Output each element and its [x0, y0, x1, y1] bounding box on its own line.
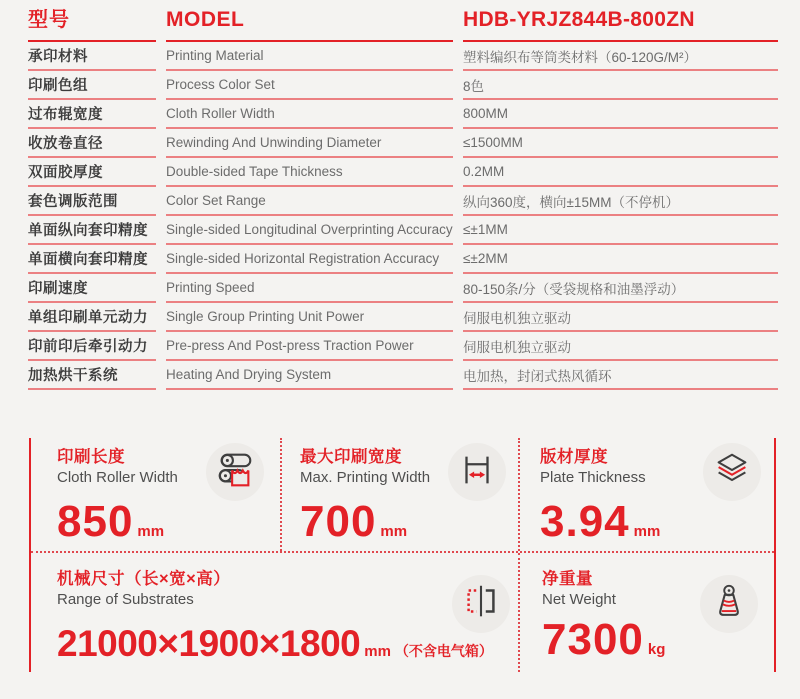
- card-print-length: [31, 438, 280, 551]
- card-title-cn: 印刷长度: [57, 448, 125, 466]
- table-header-cn: [28, 8, 156, 42]
- table-row: [28, 332, 156, 361]
- card-max-print-width: [280, 438, 518, 551]
- card-title-en: Max. Printing Width: [300, 469, 431, 486]
- card-title-cn: 机械尺寸（长×宽×高）: [57, 570, 231, 588]
- card-value: [540, 497, 661, 546]
- table-row: [166, 245, 453, 274]
- row-label-cn: 过布辊宽度: [28, 107, 103, 123]
- row-value: 塑料编织布等筒类材料（60-120G/M²）: [463, 49, 698, 65]
- row-label-cn: 印前印后牵引动力: [28, 339, 148, 355]
- rollers-icon: [214, 449, 256, 496]
- card-unit: mm: [137, 523, 165, 540]
- row-label-cn: 单面纵向套印精度: [28, 223, 148, 239]
- card-value: [57, 497, 165, 546]
- table-row: [28, 245, 156, 274]
- table-row: [463, 245, 778, 274]
- row-label-cn: 加热烘干系统: [28, 368, 118, 384]
- row-value: ≤±1MM: [463, 222, 508, 237]
- table-row: [28, 42, 156, 71]
- header-label-en: MODEL: [166, 8, 245, 31]
- table-row: [463, 216, 778, 245]
- icon-circle: [448, 443, 506, 501]
- card-title-cn: 最大印刷宽度: [300, 448, 402, 466]
- table-row: [28, 187, 156, 216]
- table-row: [28, 216, 156, 245]
- row-label-cn: 印刷色组: [28, 78, 88, 94]
- card-plate-thickness: [518, 438, 774, 551]
- card-unit: mm: [364, 643, 391, 660]
- table-row: [28, 129, 156, 158]
- table-row: [463, 158, 778, 187]
- card-title-cn: 版材厚度: [540, 448, 608, 466]
- card-title-en: Net Weight: [542, 591, 616, 608]
- card-note: （不含电气箱）: [394, 643, 493, 659]
- table-row: [28, 303, 156, 332]
- card-value: [300, 497, 408, 546]
- table-row: [166, 274, 453, 303]
- row-label-en: Pre-press And Post-press Traction Power: [166, 338, 414, 353]
- row-value: 伺服电机独立驱动: [463, 310, 571, 326]
- table-row: [28, 361, 156, 390]
- card-number: 700: [300, 497, 377, 546]
- table-row: [463, 361, 778, 390]
- flip-dimension-icon: [460, 581, 502, 628]
- table-header-value: [463, 8, 778, 42]
- card-unit: kg: [647, 641, 666, 658]
- row-value: 0.2MM: [463, 164, 505, 179]
- table-row: [166, 361, 453, 390]
- card-number: 7300: [542, 615, 644, 664]
- row-label-en: Single Group Printing Unit Power: [166, 309, 365, 324]
- row-label-cn: 单面横向套印精度: [28, 252, 148, 268]
- icon-circle: [700, 575, 758, 633]
- row-label-en: Process Color Set: [166, 77, 275, 92]
- row-value: 800MM: [463, 106, 509, 121]
- row-label-en: Color Set Range: [166, 193, 266, 208]
- row-value: ≤1500MM: [463, 135, 523, 150]
- row-label-en: Printing Material: [166, 48, 264, 63]
- card-net-weight: [518, 553, 774, 672]
- card-number: 3.94: [540, 497, 630, 546]
- row-label-en: Cloth Roller Width: [166, 106, 275, 121]
- table-row: [166, 129, 453, 158]
- table-row: [28, 100, 156, 129]
- card-unit: mm: [380, 523, 408, 540]
- table-row: [463, 274, 778, 303]
- table-row: [28, 158, 156, 187]
- table-row: [166, 187, 453, 216]
- width-arrow-icon: [456, 449, 498, 496]
- table-row: [166, 42, 453, 71]
- highlight-cards-panel: [29, 438, 776, 672]
- row-label-cn: 承印材料: [28, 49, 88, 65]
- spec-table: [28, 8, 778, 390]
- card-title-en: Range of Substrates: [57, 591, 194, 608]
- table-row: [463, 71, 778, 100]
- table-row: [166, 100, 453, 129]
- table-row: [463, 303, 778, 332]
- row-label-en: Heating And Drying System: [166, 367, 332, 382]
- table-row: [166, 71, 453, 100]
- card-title-cn: 净重量: [542, 570, 593, 588]
- row-label-cn: 印刷速度: [28, 281, 88, 297]
- card-unit: mm: [633, 523, 661, 540]
- row-label-cn: 套色调版范围: [28, 194, 118, 210]
- table-row: [28, 274, 156, 303]
- table-header-en: [166, 8, 453, 42]
- cards-row-bottom: [31, 553, 774, 672]
- table-row: [28, 71, 156, 100]
- row-label-cn: 单组印刷单元动力: [28, 310, 148, 326]
- card-head: [31, 553, 518, 608]
- card-number: 21000×1900×1800: [57, 623, 361, 664]
- card-number: 850: [57, 497, 134, 546]
- row-label-cn: 双面胶厚度: [28, 165, 103, 181]
- icon-circle: [206, 443, 264, 501]
- card-value: [57, 625, 493, 662]
- row-label-en: Rewinding And Unwinding Diameter: [166, 135, 382, 150]
- card-title-en: Cloth Roller Width: [57, 469, 178, 486]
- row-label-en: Printing Speed: [166, 280, 255, 295]
- table-row: [166, 332, 453, 361]
- card-title-en: Plate Thickness: [540, 469, 646, 486]
- table-row: [463, 42, 778, 71]
- row-label-cn: 收放卷直径: [28, 136, 103, 152]
- table-row: [463, 332, 778, 361]
- row-value: 伺服电机独立驱动: [463, 339, 571, 355]
- header-model-value: HDB-YRJZ844B-800ZN: [463, 8, 695, 31]
- table-row: [166, 158, 453, 187]
- row-value: 80-150条/分（受袋规格和油墨浮动）: [463, 281, 685, 297]
- row-label-en: Double-sided Tape Thickness: [166, 164, 343, 179]
- row-value: ≤±2MM: [463, 251, 508, 266]
- row-value: 纵向360度，横向±15MM（不停机）: [463, 194, 679, 210]
- table-row: [463, 129, 778, 158]
- row-label-en: Single-sided Horizontal Registration Accuracy: [166, 251, 440, 266]
- row-label-en: Single-sided Longitudinal Overprinting Accuracy: [166, 222, 453, 237]
- layers-icon: [711, 449, 753, 496]
- table-row: [166, 303, 453, 332]
- table-row: [166, 216, 453, 245]
- card-machine-size: [31, 553, 518, 672]
- table-row: [463, 100, 778, 129]
- icon-circle: [703, 443, 761, 501]
- cards-row-top: [31, 438, 774, 553]
- header-label-cn: 型号: [28, 9, 70, 31]
- table-row: [463, 187, 778, 216]
- weight-icon: [708, 581, 750, 628]
- row-value: 电加热，封闭式热风循环: [463, 368, 612, 384]
- card-value: [542, 615, 666, 664]
- row-value: 8色: [463, 78, 485, 94]
